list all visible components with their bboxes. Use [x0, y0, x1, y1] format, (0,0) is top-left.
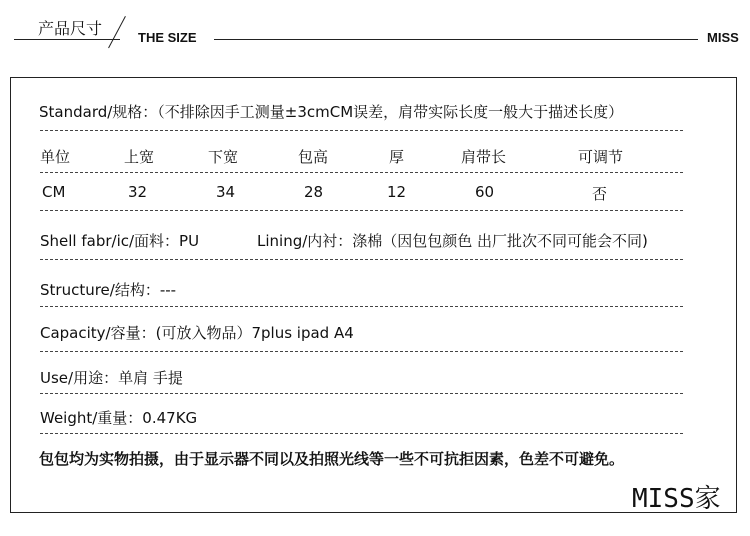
capacity-line: Capacity/容量：(可放入物品）7plus ipad A4	[40, 324, 354, 342]
header-rule-left	[14, 39, 120, 40]
header-brand: MISS	[707, 30, 739, 45]
shell-line: Shell fabr/ic/面料：PU	[40, 232, 200, 250]
table-cell-bottom-width: 34	[216, 183, 236, 201]
header-rule	[214, 39, 698, 40]
color-disclaimer: 包包均为实物拍摄，由于显示器不同以及拍照光线等一些不可抗拒因素，色差不可避免。	[39, 450, 625, 468]
size-title-en: THE SIZE	[138, 30, 197, 45]
divider	[40, 351, 683, 352]
table-cell-strap-length: 60	[475, 183, 495, 201]
table-cell-height: 28	[304, 183, 324, 201]
table-cell-thickness: 12	[387, 183, 407, 201]
table-header-unit: 单位	[40, 148, 71, 166]
divider	[40, 306, 683, 307]
table-header-height: 包高	[298, 148, 329, 166]
standard-line: Standard/规格：（不排除因手工测量±3cmCM误差，肩带实际长度一般大于描述长度）	[39, 103, 624, 121]
table-header-top-width: 上宽	[124, 148, 155, 166]
header-slash	[108, 16, 126, 48]
table-cell-adjustable: 否	[592, 185, 608, 203]
divider	[40, 433, 683, 434]
lining-line: Lining/内衬：涤棉（因包包颜色 出厂批次不同可能会不同)	[257, 232, 648, 250]
use-line: Use/用途：单肩 手提	[40, 369, 183, 387]
divider	[40, 210, 683, 211]
divider	[40, 172, 683, 173]
table-header-strap-length: 肩带长	[461, 148, 507, 166]
brand-mark: MISS家	[632, 484, 721, 514]
size-title-cn: 产品尺寸	[38, 19, 103, 38]
divider	[40, 259, 683, 260]
weight-line: Weight/重量：0.47KG	[40, 409, 198, 427]
structure-line: Structure/结构：---	[40, 281, 177, 299]
table-header-adjustable: 可调节	[578, 148, 624, 166]
table-cell-top-width: 32	[128, 183, 148, 201]
table-header-thickness: 厚	[389, 148, 405, 166]
table-cell-unit: CM	[42, 183, 66, 201]
divider	[40, 393, 683, 394]
table-header-bottom-width: 下宽	[208, 148, 239, 166]
divider	[40, 130, 683, 131]
